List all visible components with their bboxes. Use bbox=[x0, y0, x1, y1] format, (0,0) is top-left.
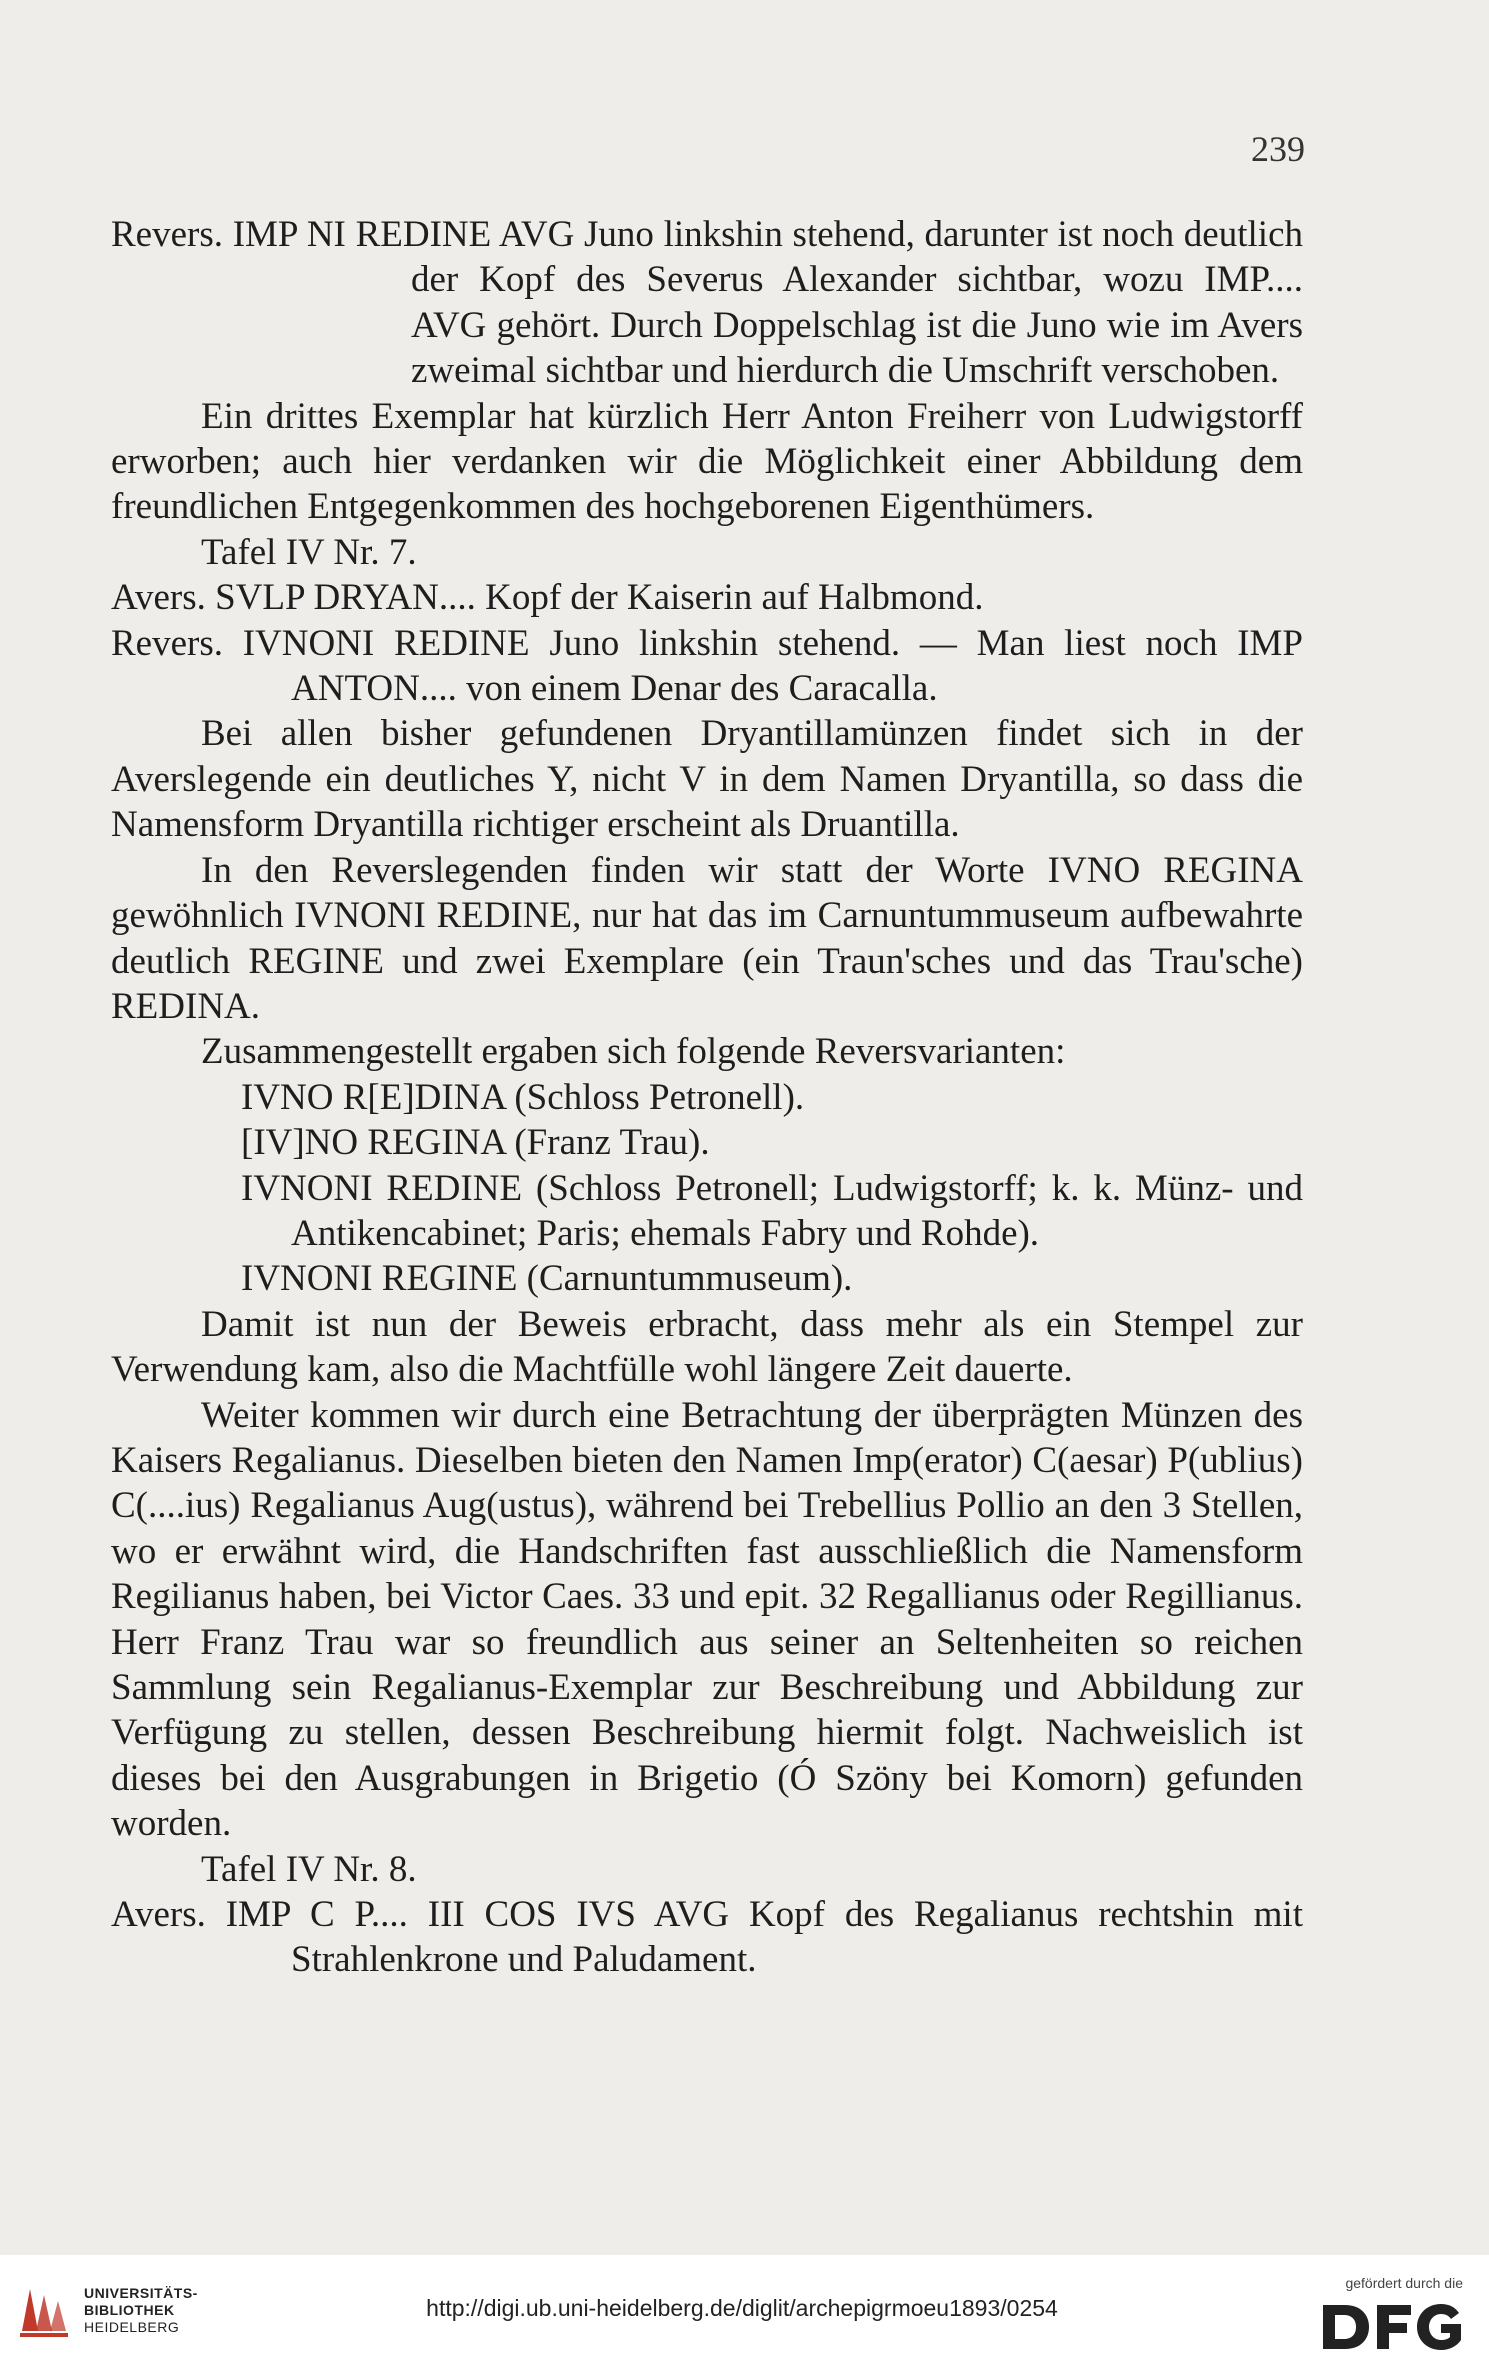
library-name bbox=[84, 2285, 198, 2336]
avers-description: Avers. SVLP DRYAN.... Kopf der Kaiserin auf Halbmond. bbox=[111, 577, 984, 619]
plate-reference: Tafel IV Nr. 7. bbox=[201, 531, 417, 573]
page-number: 239 bbox=[1251, 129, 1305, 169]
paragraph: Ein drittes Exemplar hat kürzlich Herr Anton Freiherr von Ludwigstorff erworben; auch hier verdanken wir die Möglichkeit einer Abbildung dem freundlichen Entgegenkommen des hochgeborenen Eigenthümers. bbox=[111, 395, 1303, 528]
variant-item: IVNO R[E]DINA (Schloss Petronell). bbox=[241, 1076, 805, 1118]
paragraph: Damit ist nun der Beweis erbracht, dass mehr als ein Stempel zur Verwendung kam, also die Machtfülle wohl längere Zeit dauerte. bbox=[111, 1303, 1303, 1391]
dfg-logo-icon bbox=[1319, 2299, 1465, 2355]
permalink-url[interactable]: http://digi.ub.uni-heidelberg.de/diglit/archepigrmoeu1893/0254 bbox=[426, 2295, 1058, 2321]
paragraph: Bei allen bisher gefundenen Dryantillamünzen findet sich in der Averslegende ein deutliches Y, nicht V in dem Namen Dryantilla, so dass die Namensform Dryantilla richtiger erscheint als Druantilla. bbox=[111, 713, 1303, 846]
library-name-line: HEIDELBERG bbox=[84, 2319, 180, 2335]
avers-description: Avers. IMP C P.... III COS IVS AVG Kopf des Regalianus rechtshin mit Strahlenkrone und Paludament. bbox=[111, 1894, 1303, 1981]
library-name-line: BIBLIOTHEK bbox=[84, 2302, 175, 2318]
paragraph: Zusammengestellt ergaben sich folgende Reversvarianten: bbox=[201, 1031, 1066, 1073]
paragraph: Weiter kommen wir durch eine Betrachtung der überprägten Münzen des Kaisers Regalianus. Dieselben bieten den Namen Imp(erator) C(aesar) P(ublius) C(....ius) Regalianus Aug(ustus), während bei Trebellius Pollio an den 3 Stellen, wo er erwähnt wird, die Handschriften fast ausschließlich die Namensform Regilianus haben, bei Victor Caes. 33 und epit. 32 Regallianus oder Regillianus. Herr Franz Trau war so freundlich aus seiner an Seltenheiten so reichen Sammlung sein Regalianus-Exemplar zur Beschreibung und Abbildung zur Verfügung zu stellen, dessen Beschreibung hiermit folgt. Nachweislich ist dieses bei den Ausgrabungen in Brigetio (Ó Szöny bei Komorn) gefunden worden. bbox=[111, 1394, 1303, 1845]
ub-heidelberg-logo-icon bbox=[16, 2281, 72, 2341]
page-body bbox=[111, 212, 1303, 1983]
footer-bar bbox=[0, 2255, 1489, 2366]
variant-item: [IV]NO REGINA (Franz Trau). bbox=[241, 1122, 710, 1164]
variant-item: IVNONI REGINE (Carnuntummuseum). bbox=[241, 1258, 853, 1300]
paragraph: In den Reverslegenden finden wir statt der Worte IVNO REGINA gewöhnlich IVNONI REDINE, nur hat das im Carnuntummuseum aufbewahrte deutlich REGINE und zwei Exemplare (ein Traun'sches und das Trau'sche) REDINA. bbox=[111, 849, 1303, 1027]
revers-description: Revers. IVNONI REDINE Juno linkshin stehend. — Man liest noch IMP ANTON.... von einem Denar des Caracalla. bbox=[111, 622, 1303, 710]
paragraph: Revers. IMP NI REDINE AVG Juno linkshin stehend, darunter ist noch deutlich der Kopf des Severus Alexander sichtbar, wozu IMP.... AVG gehört. Durch Doppelschlag ist die Juno wie im Avers zweimal sichtbar und hierdurch die Umschrift verschoben. bbox=[111, 214, 1303, 392]
funding-note: gefördert durch die bbox=[1345, 2275, 1463, 2291]
library-name-line: UNIVERSITÄTS- bbox=[84, 2285, 198, 2301]
plate-reference: Tafel IV Nr. 8. bbox=[201, 1848, 417, 1890]
variant-item: IVNONI REDINE (Schloss Petronell; Ludwigstorff; k. k. Münz- und Antikencabinet; Paris; ehemals Fabry und Rohde). bbox=[241, 1167, 1303, 1254]
